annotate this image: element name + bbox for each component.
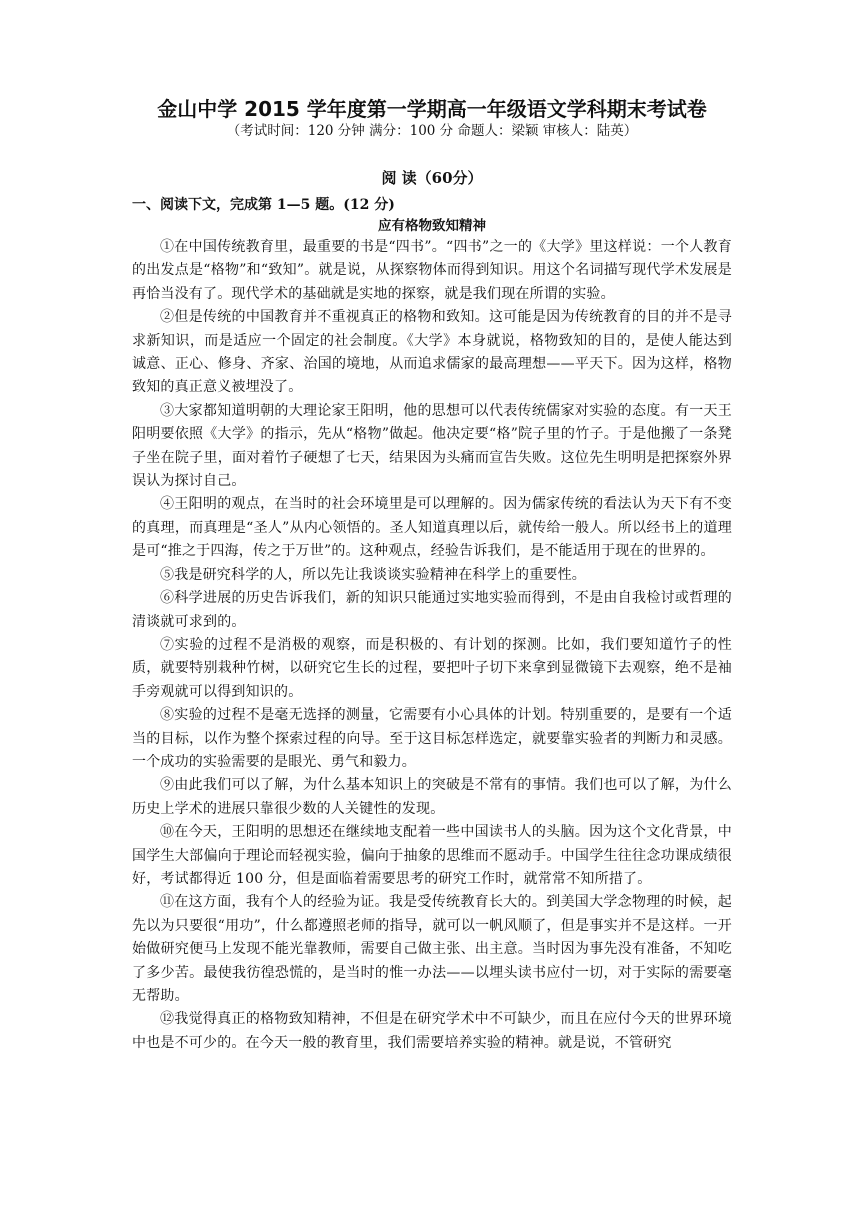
paragraph-11: ⑪在这方面，我有个人的经验为证。我是受传统教育长大的。到美国大学念物理的时候，起先以为只要很“用功”，什么都遵照老师的指导，就可以一帆风顺了，但是事实并不是这样。一开始做研究便马上发现不能光靠教师，需要自己做主张、出主意。当时因为事先没有准备，不知吃了多少苦。最使我彷徨恐慌的，是当时的惟一办法——以埋头读书应付一切，对于实际的需要毫无帮助。 (132, 894, 732, 1004)
paragraph-10: ⑩在今天，王阳明的思想还在继续地支配着一些中国读书人的头脑。因为这个文化背景，中国学生大部偏向于理论而轻视实验，偏向于抽象的思维而不愿动手。中国学生往往念功课成绩很好，考试都得近 100 分，但是面临着需要思考的研究工作时，就常常不知所措了。 (132, 824, 732, 887)
paragraph-6: ⑥科学进展的历史告诉我们，新的知识只能通过实地实验而得到，不是由自我检讨或哲理的清谈就可求到的。 (132, 590, 732, 630)
paragraph-4: ④王阳明的观点，在当时的社会环境里是可以理解的。因为儒家传统的看法认为天下有不变的真理，而真理是“圣人”从内心领悟的。圣人知道真理以后，就传给一般人。所以经书上的道理是可“推之于四海，传之于万世”的。这种观点，经验告诉我们，是不能适用于现在的世界的。 (132, 496, 732, 560)
paragraph-7: ⑦实验的过程不是消极的观察，而是积极的、有计划的探测。比如，我们要知道竹子的性质，就要特别栽种竹树，以研究它生长的过程，要把叶子切下来拿到显微镜下去观察，绝不是袖手旁观就可以得到知识的。 (132, 636, 732, 700)
exam-title: 金山中学 2015 学年度第一学期高一年级语文学科期末考试卷 (157, 97, 707, 121)
paragraph-5: ⑤我是研究科学的人，所以先让我谈谈实验精神在科学上的重要性。 (160, 566, 586, 583)
article-title: 应有格物致知精神 (378, 218, 486, 234)
paragraph-8: ⑧实验的过程不是毫无选择的测量，它需要有小心具体的计划。特别重要的，是要有一个适当的目标，以作为整个探索过程的向导。至于这目标怎样选定，就要靠实验者的判断力和灵感。一个成功的实验需要的是眼光、勇气和毅力。 (132, 707, 732, 770)
paragraph-9: ⑨由此我们可以了解，为什么基本知识上的突破是不常有的事情。我们也可以了解，为什么历史上学术的进展只靠很少数的人关键性的发现。 (132, 777, 732, 817)
question-heading: 一、阅读下文，完成第 1—5 题。(12 分) (132, 197, 395, 213)
paragraph-1: ①在中国传统教育里，最重要的书是“四书”。“四书”之一的《大学》里这样说：一个人教育的出发点是“格物”和“致知”。就是说，从探察物体而得到知识。用这个名词描写现代学术发展是再恰当没有了。现代学术的基础就是实地的探察，就是我们现在所谓的实验。 (132, 239, 732, 302)
paragraph-12: ⑫我觉得真正的格物致知精神，不但是在研究学术中不可缺少，而且在应付今天的世界环境中也是不可少的。在今天一般的教育里，我们需要培养实验的精神。就是说，不管研究 (132, 1011, 732, 1051)
paragraph-3: ③大家都知道明朝的大理论家王阳明，他的思想可以代表传统儒家对实验的态度。有一天王阳明要依照《大学》的指示，先从“格物”做起。他决定要“格”院子里的竹子。于是他搬了一条凳子坐在院子里，面对着竹子硬想了七天，结果因为头痛而宣告失败。这位先生明明是把探察外界误认为探讨自己。 (132, 402, 732, 490)
section-heading: 阅 读（60分） (381, 169, 483, 187)
paragraph-2: ②但是传统的中国教育并不重视真正的格物和致知。这可能是因为传统教育的目的并不是寻求新知识，而是适应一个固定的社会制度。《大学》本身就说，格物致知的目的，是使人能达到诚意、正心、修身、齐家、治国的境地，从而追求儒家的最高理想——平天下。因为这样，格物致知的真正意义被埋没了。 (132, 309, 732, 396)
article-body (132, 236, 732, 1055)
exam-info: （考试时间：120 分钟 满分：100 分 命题人：梁颖 审核人：陆英） (226, 123, 638, 139)
